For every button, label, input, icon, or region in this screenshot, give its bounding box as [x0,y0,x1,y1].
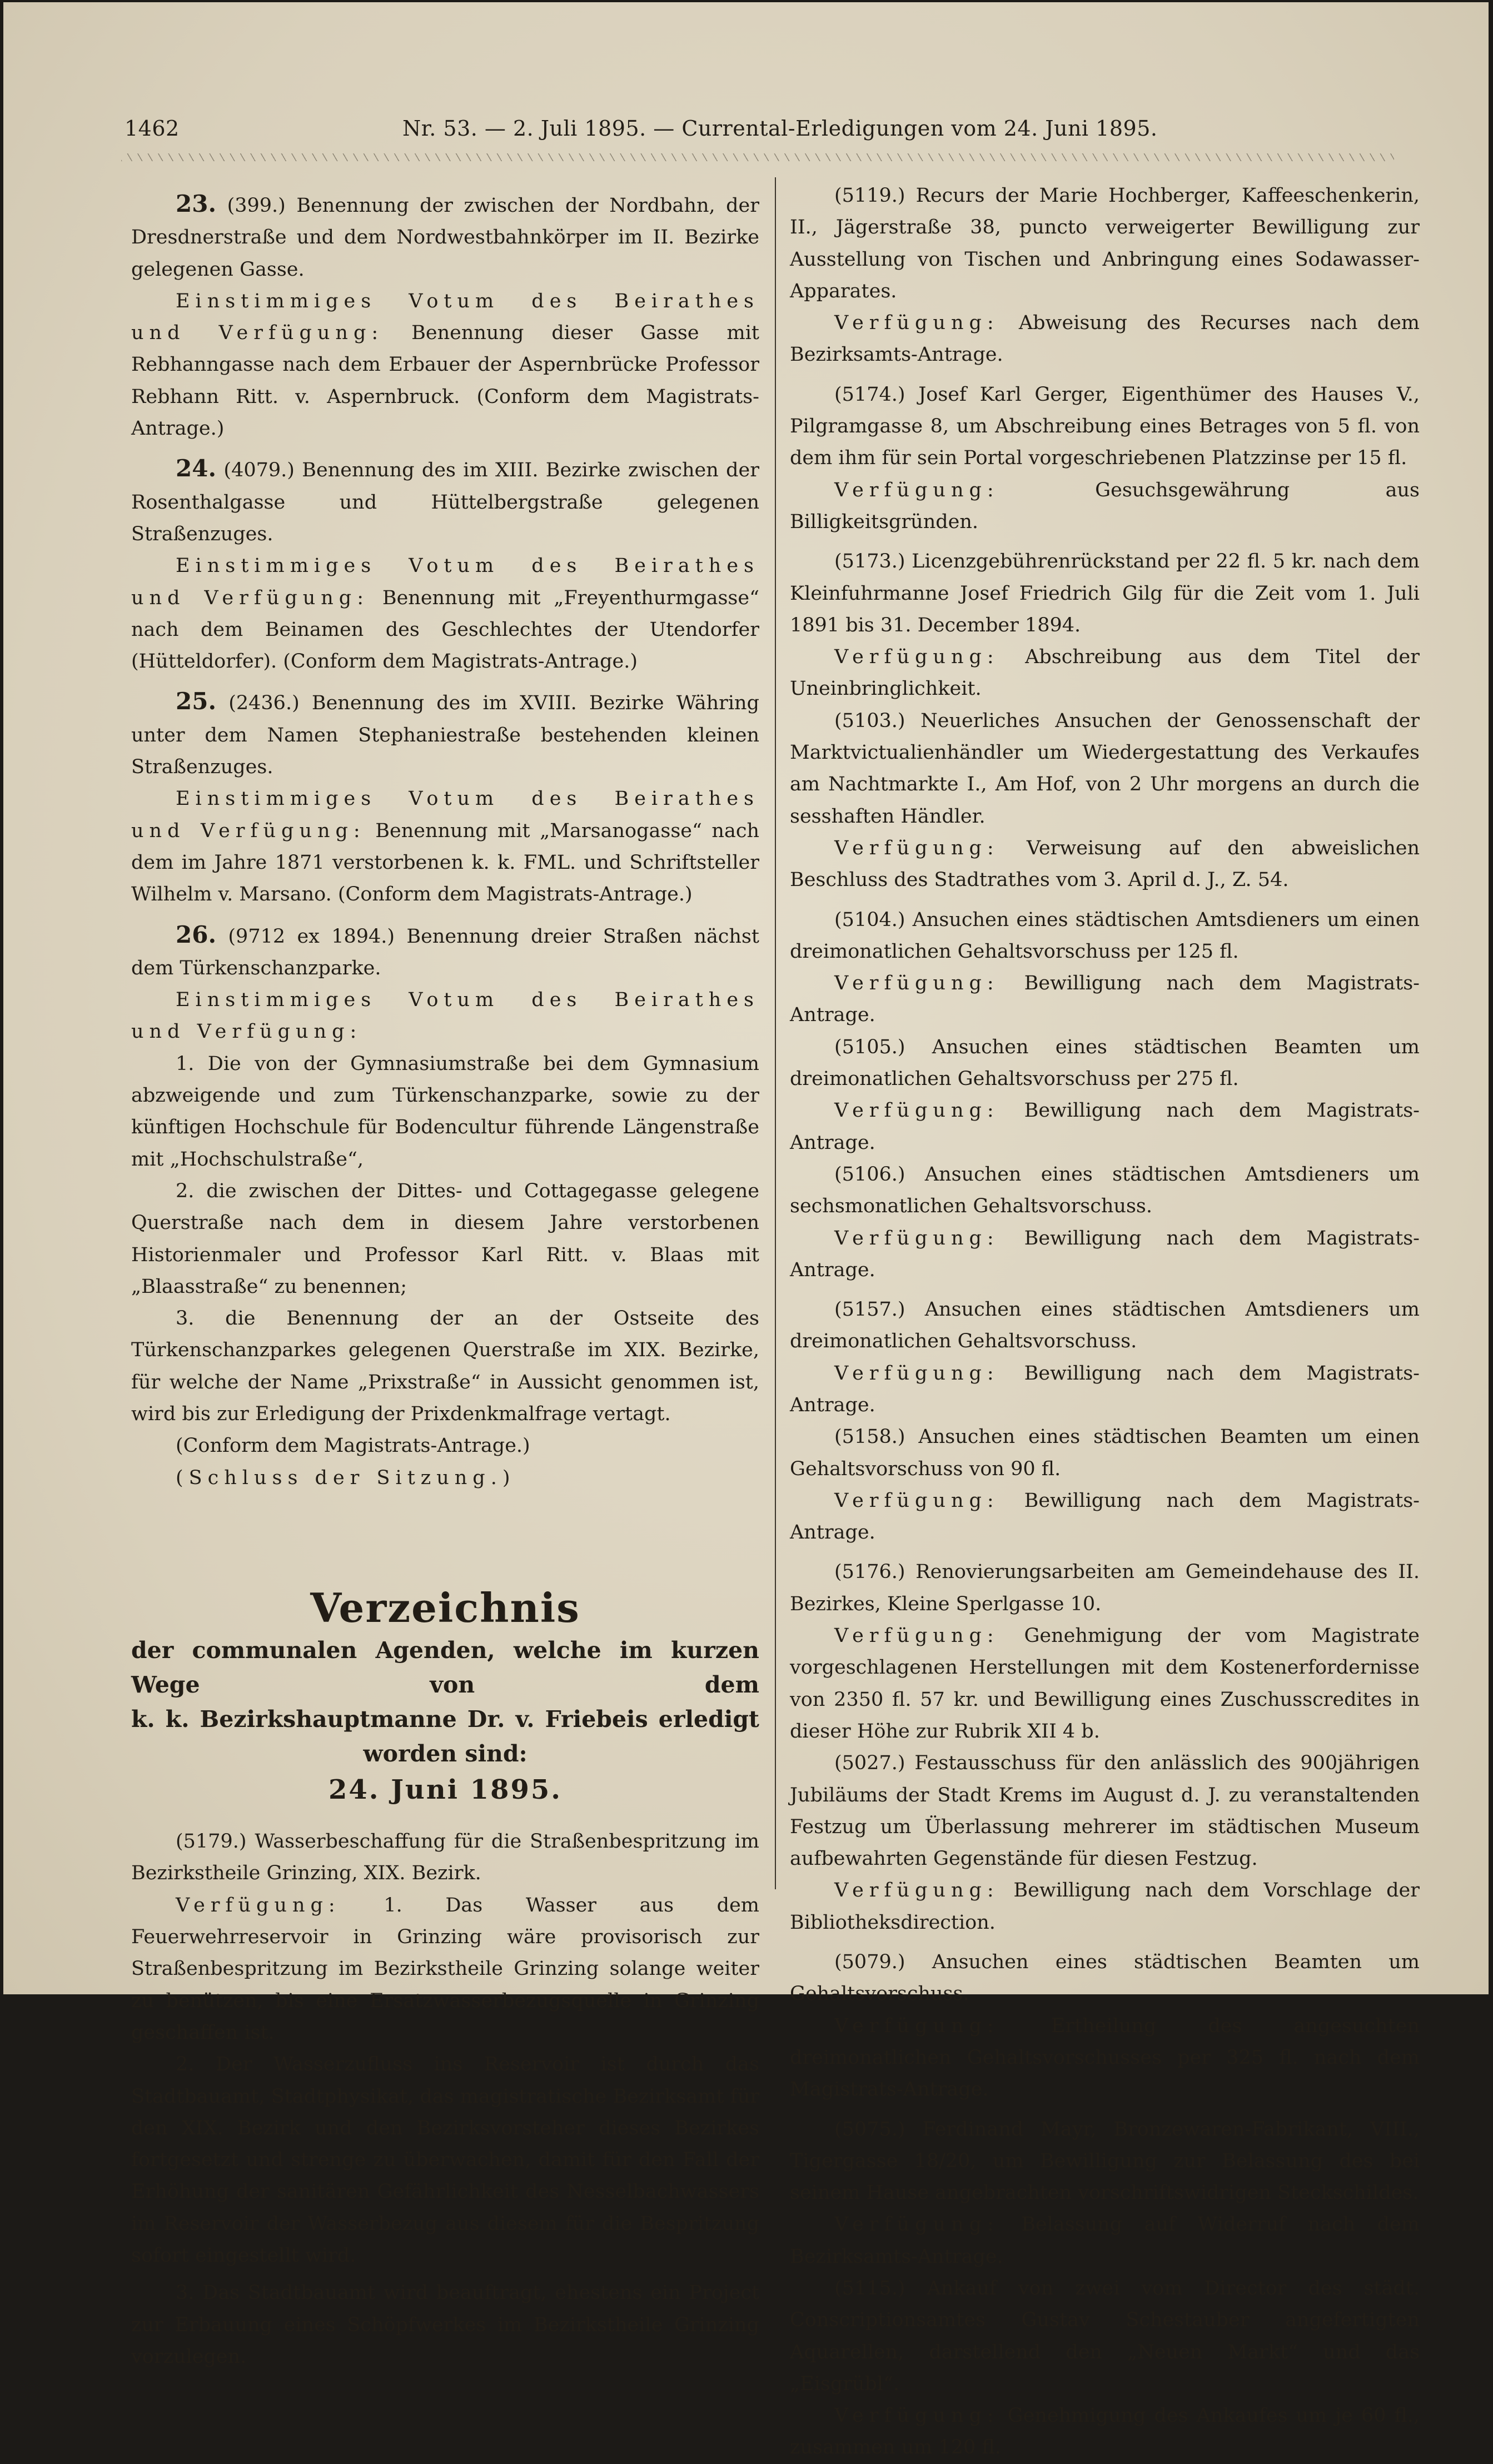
decision-text: Bewilligung nach dem Vorschlage der Bibliotheksdirection. [790,1879,1420,1934]
entry-5103 [790,705,1420,897]
entry-5158 [790,1421,1420,1549]
decision-text: Bewilligung nach dem Magistrats-Antrage. [790,972,1420,1027]
item-number: 24. [176,455,217,482]
entry-text: (5027.) Festausschuss für den anlässlich des 900jährigen Jubiläums der Stadt Krems im August d. J. zu veranstaltenden Festzug um Überlassung mehrerer im städtischen Museum aufbewahrten Gegenstände für diesen Festzug. [790,1752,1420,1870]
entry-text: (5106.) Ansuchen eines städtischen Amtsdieners um sechsmonatlichen Gehaltsvorschuss. [790,1163,1420,1218]
decision-point-1: 1. Das Wasser aus dem Feuerwehrreservoir in Grinzing wäre provisorisch zur Straßenbespritzung im Bezirkstheile Grinzing solange weiter zu benützen, bis eine Ersatzwasserbezugsquelle in Grinzing geschaffen ist. [131,1894,759,2044]
decision-text: Abschreibung aus dem Titel der Uneinbringlichkeit. [790,646,1420,700]
item-text: (399.) Benennung der zwischen der Nordbahn, der Dresdnerstraße und dem Nordwestbahnkörper im II. Bezirke gelegenen Gasse. [131,195,759,281]
entry-5079 [790,1947,1420,2105]
vote-text: Benennung mit „Marsanogasse“ nach dem im Jahre 1871 verstorbenen k. k. FML. und Schriftsteller Wilhelm v. Marsano. (Conform dem Magistrats-Antrage.) [131,819,759,906]
verzeichnis-subtitle-1: der communalen Agenden, welche im kurzen Wege von dem [131,1636,759,1698]
entry-text: (5104.) Ansuchen eines städtischen Amtsdieners um einen dreimonatlichen Gehaltsvorschuss per 125 fl. [790,908,1420,963]
left-column [131,180,759,2373]
decision-label: Verfügung: [834,2213,999,2236]
verzeichnis-subtitle-2: k. k. Bezirkshauptmanne Dr. v. Friebeis erledigt worden sind: [131,1705,759,1767]
decision-label: Verfügung: [176,1894,341,1917]
decision-label: Verfügung: [834,479,999,501]
verzeichnis-date: 24. Juni 1895. [329,1774,562,1805]
vote-label: Einstimmiges Votum des Beirathes und Verfügung: [131,290,759,345]
session-closing: (Schluss der Sitzung.) [176,1466,516,1489]
entry-text: (5174.) Josef Karl Gerger, Eigenthümer des Hauses V., Pilgramgasse 8, um Abschreibung eines Betrages von 5 fl. von dem ihm für sein Portal vorgeschriebenen Platzzinse per 15 fl. [790,383,1420,470]
vote-label: Einstimmiges Votum des Beirathes und Verfügung: [131,555,759,609]
entry-text: (5158.) Ansuchen eines städtischen Beamten um einen Gehaltsvorschuss von 90 fl. [790,1426,1420,1480]
decision-text: Bewilligung nach dem Magistrats-Antrage. [790,1489,1420,1544]
item-23 [131,188,759,445]
vote-text: Benennung dieser Gasse mit Rebhanngasse nach dem Erbauer der Aspernbrücke Professor Rebhann Ritt. v. Aspernbruck. (Conform dem Magistrats-Antrage.) [131,322,759,440]
vote-text: Benennung mit „Freyenthurmgasse“ nach dem Beinamen des Geschlechtes der Utendorfer (Hütteldorfer). (Conform dem Magistrats-Antrage.) [131,586,759,673]
decision-label: Verfügung: [834,972,999,995]
entry-text: (5075.) Ferdinand Mayr, Bronzewaren-Fabrikant, VIII., Tigergasse 18/20, um Bewilligung zur Belassung des bei seinem Hause angebrachten vorschriftswidrigen Steckschildes. [790,2118,1420,2204]
item-text: (4079.) Benennung des im XIII. Bezirke zwischen der Rosenthalgasse und Hüttelbergstraße gelegenen Straßenzuges. [131,459,759,545]
entry-text: (5179.) Wasserbeschaffung für die Straßenbespritzung im Bezirkstheile Grinzing, XIX. Bezirk. [131,1830,759,1885]
decision-text: Bewilligung nach dem Magistrats-Antrage. [790,1362,1420,1416]
entry-5075 [790,2114,1420,2273]
entry-5173 [790,546,1420,705]
right-column [790,180,1420,2464]
decision-point-3: 3. Das Stadtbauamt wird beauftragt, ehestens ein Project zur Erbauung eines Schöpfwerkes im Bezirkstheile Grinzing vorzulegen. [131,2282,759,2368]
entry-5176 [790,1556,1420,1748]
decision-text: Abweisung des Recurses nach dem Bezirksamts-Antrage. [790,312,1420,366]
decision-point-2: 2. Der Wasserzufluss ins Reservoir ist durch das Stadtbauamt, Stadtphysikat, das magistratische Bezirksamt für den XIX. Bezirk und den Bezirksvorsteher dieses Bezirkes fortgesetzt und strenge zu überwachen, damit für den Fall der Erhöhung der sanitären Gefährlichkeit des Nesselbachwassers im Reservoir der Wasserbezug aus diesem für die Bespritzung sofort eingestellt wird. [131,2053,759,2267]
conform-note: (Conform dem Magistrats-Antrage.) [176,1435,530,1457]
decision-label: Verfügung: [834,1489,999,1512]
verzeichnis-title: Verzeichnis [310,1584,580,1631]
item-number: 26. [176,920,217,948]
header-rule [121,153,1394,161]
item-25 [131,685,759,910]
decision-label: Verfügung: [834,312,999,335]
vote-label: Einstimmiges Votum des Beirathes und Verfügung: [131,788,759,842]
entry-5179 [131,1826,759,2373]
decision-text: Verweisung auf den abweislichen Beschluss des Stadtrathes vom 3. April d. J., Z. 54. [790,837,1420,892]
item-text: (2436.) Benennung des im XVIII. Bezirke Währing unter dem Namen Stephaniestraße bestehenden kleinen Straßenzuges. [131,692,759,779]
decision-label: Verfügung: [834,646,999,669]
decision-text: Belassung auf Widerruf nach dem Bezirksamts-Antrage. [790,2213,1420,2268]
entry-5119 [790,180,1420,371]
item-number: 25. [176,688,217,715]
entry-5027 [790,1748,1420,1939]
item-24 [131,452,759,678]
running-title: Nr. 53. — 2. Juli 1895. — Currental-Erledigungen vom 24. Juni 1895. [402,116,1158,141]
decision-label: Verfügung: [834,837,999,859]
decision-text: Gesuchsgewährung aus Billigkeitsgründen. [790,479,1420,533]
item-number: 23. [176,190,217,217]
decision-text: Genehmigung des Ankaufes um je 60 fl., zusammen um 120 fl. [790,2405,1420,2459]
point-2: 2. die zwischen der Dittes- und Cottagegasse gelegene Querstraße nach dem in diesem Jahre verstorbenen Historienmaler und Professor Karl Ritt. v. Blaas mit „Blaasstraße“ zu benennen; [131,1179,759,1298]
entry-5157 [790,1294,1420,1421]
page-number: 1462 [125,116,180,141]
entry-text: (5079.) Ansuchen eines städtischen Beamten um Gehaltsvorschuss. [790,1951,1420,2005]
decision-label: Verfügung: [834,2014,999,2037]
entry-text: (5119.) Recurs der Marie Hochberger, Kaffeeschenkerin, II., Jägerstraße 38, puncto verweigerter Bewilligung zur Ausstellung von Tischen und Anbringung eines Sodawasser-Apparates. [790,185,1420,302]
decision-label: Verfügung: [834,1625,999,1647]
entry-text: (5173.) Licenzgebührenrückstand per 22 fl. 5 kr. nach dem Kleinfuhrmanne Josef Friedrich Gilg für die Zeit vom 1. Juli 1891 bis 31. December 1894. [790,550,1420,636]
point-1: 1. Die von der Gymnasiumstraße bei dem Gymnasium abzweigende und zum Türkenschanzparke, sowie zu der künftigen Hochschule für Bodencultur führende Längenstraße mit „Hochschulstraße“, [131,1052,759,1171]
decision-text: Bewilligung nach dem Magistrats-Antrage. [790,1099,1420,1154]
decision-label: Verfügung: [834,1879,999,1902]
decision-text: Genehmigung der vom Magistrate vorgeschlagenen Herstellungen mit dem Kostenerfordernisse von 2350 fl. 57 kr. und Bewilligung eines Zuschusscredites in dieser Höhe zur Rubrik XII 4 b. [790,1625,1420,1743]
entry-text: (5176.) Renovierungsarbeiten am Gemeindehause des II. Bezirkes, Kleine Sperlgasse 10. [790,1561,1420,1615]
page-header [125,116,1386,150]
decision-label: Verfügung: [834,2405,999,2427]
decision-label: Verfügung: [834,1227,999,1250]
entry-5104 [790,904,1420,1032]
point-3: 3. die Benennung der an der Ostseite des Türkenschanzparkes gelegenen Querstraße im XIX. Bezirke, für welche der Name „Prixstraße“ in Aussicht genommen ist, wird bis zur Erledigung der Prixdenkmalfrage vertagt. [131,1307,759,1425]
entry-text: (5157.) Ansuchen eines städtischen Amtsdieners um dreimonatlichen Gehaltsvorschuss. [790,1298,1420,1353]
column-divider [775,177,776,1889]
item-text: (9712 ex 1894.) Benennung dreier Straßen nächst dem Türkenschanzparke. [131,925,759,979]
entry-5106 [790,1159,1420,1286]
entry-5115 [790,2273,1420,2464]
newspaper-page [3,2,1489,2459]
item-26 [131,919,759,1494]
vote-label: Einstimmiges Votum des Beirathes und Verfügung: [131,989,759,1043]
entry-text: (5115.) Ankauf von zwei vom Director des städt. Conscriptionsamtes Gustav Schestauber angefertigten Aquarellen, darstellend den „Neuen Markt“ und das „Eisgrübl“. [790,2277,1420,2395]
entry-5174 [790,379,1420,538]
entry-text: (5105.) Ansuchen eines städtischen Beamten um dreimonatlichen Gehaltsvorschuss per 275 fl. [790,1036,1420,1091]
decision-text: Ertheilung des angesuchten dreimonatlichen Gehaltsvorschusses per 325 fl. nach dem Magistrats-Antrage. [790,2014,1420,2101]
decision-label: Verfügung: [834,1099,999,1122]
entry-5105 [790,1032,1420,1159]
decision-label: Verfügung: [834,1362,999,1385]
decision-text: Bewilligung nach dem Magistrats-Antrage. [790,1227,1420,1281]
entry-text: (5103.) Neuerliches Ansuchen der Genossenschaft der Marktvictualienhändler um Wiedergestattung des Verkaufes am Nachtmarkte I., Am Hof, von 2 Uhr morgens an durch die sesshaften Händler. [790,709,1420,828]
